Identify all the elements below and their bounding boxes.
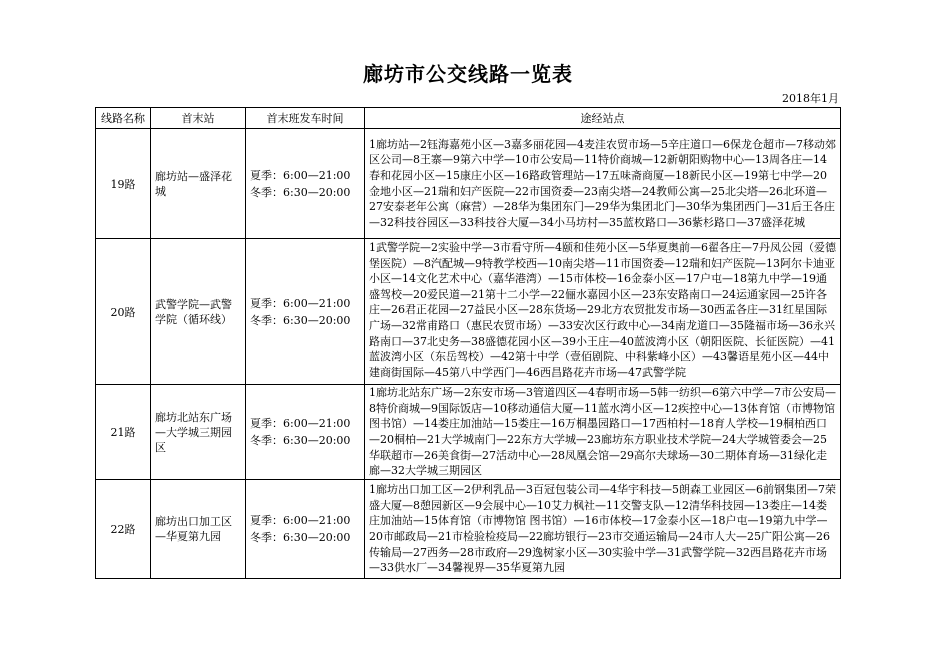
route-terminals: 廊坊站—盛泽花城 [151, 129, 246, 239]
route-stops-cell [365, 239, 841, 385]
header-times: 首末班发车时间 [246, 108, 365, 129]
route-stops: 1廊坊站—2钰海嘉苑小区—3嘉多丽花园—4麦洼农贸市场—5辛庄道口—6保龙仓超市—7移动郊区公司—8王寨—9第六中学—10市公安局—11特价商城—12新朝阳购物中心—13周各庄—14春和花园小区—15康庄小区—16路政管理站—17五味斋商厦—18新民小区—19第七中学—20金地小区—21瑞和妇产医院—22市国资委—23南尖塔—24教师公寓—25北尖塔—26北环道—27安泰老年公寓（麻营）—28华为集团东门—29华为集团北门—30华为集团西门—31后王各庄—32科技谷园区—33科技谷大厦—34小马坊村—35蓝枚路口—36紫杉路口—37盛泽花城 [365, 129, 841, 239]
table-row [96, 239, 841, 385]
route-terminals: 廊坊出口加工区—华夏第九园 [151, 480, 246, 579]
route-terminals: 武警学院—武警学院（循环线） [151, 239, 246, 385]
route-terminals: 廊坊北站东广场—大学城三期园区 [151, 385, 246, 480]
summer-time: 夏季：6:00—21:00 [250, 417, 351, 430]
table-row [96, 129, 841, 239]
route-name: 20路 [96, 239, 151, 385]
winter-time: 冬季：6:30—20:00 [250, 434, 351, 447]
header-terminals: 首末站 [151, 108, 246, 129]
summer-time: 夏季：6:00—21:00 [250, 514, 351, 527]
table-row [96, 480, 841, 579]
route-name: 19路 [96, 129, 151, 239]
summer-time: 夏季：6:00—21:00 [250, 296, 351, 310]
winter-time: 冬季：6:30—20:00 [250, 313, 351, 327]
winter-time: 冬季：6:30—20:00 [250, 185, 351, 199]
route-times [246, 480, 365, 579]
route-times [246, 239, 365, 385]
date-label: 2018年1月 [782, 92, 839, 105]
page-title: 廊坊市公交线路一览表 [363, 62, 573, 86]
route-name: 21路 [96, 385, 151, 480]
route-times [246, 385, 365, 480]
route-stops: 1廊坊北站东广场—2东安市场—3管道四区—4春明市场—5韩一纺织—6第六中学—7市公安局—8特价商城—9国际饭店—10移动通信大厦—11蓝水湾小区—12疾控中心—13体育馆（市博物馆 图书馆）—14娄庄加油站—15娄庄—16万桐墨园路口—17西柏村—18育人学校—19桐柏西口—20桐柏—21大学城南门—22东方大学城—23廊坊东方职业技术学院—24大学城管委会—25华联超市—26美食街—27活动中心—28凤凰会馆—29高尔夫球场—30二期体育场—31绿化走廊—32大学城三期园区 [365, 385, 841, 480]
winter-time: 冬季：6:30—20:00 [250, 531, 351, 544]
table-header-row [96, 108, 841, 129]
header-stops: 途经站点 [365, 108, 841, 129]
table-row [96, 385, 841, 480]
summer-time: 夏季：6:00—21:00 [250, 168, 351, 182]
route-table [95, 107, 841, 579]
route-stops: 1武警学院—2实验中学—3市看守所—4颐和佳苑小区—5华夏奥前—6翟各庄—7丹凤公园（爱德堡医院）—8汽配城—9特教学校西—10南尖塔—11市国资委—12瑞和妇产医院—13阿尔卡迪亚小区—14文化艺术中心（嘉华港湾）—15市体校—16金泰小区—17户屯—18第九中学—19通盛驾校—20爱民道—21第十二小学—22俪水嘉园小区—23东安路南口—24运通家园—25许各庄—26君正花园—27益民小区—28东货场—29北方农贸批发市场—30西孟各庄—31红星国际广场—32常甫路口（惠民农贸市场）—33安次区行政中心—34南龙道口—35隆福市场—36永兴路南口—37北史务—38盛德花园小区—39小王庄—40蓝波湾小区（朝阳医院、长征医院）—41蓝波湾小区（东岳驾校）—42第十中学（壹佰剧院、中科紫峰小区）—43馨语星苑小区—44中建商街国际—45第八中学西门—46西昌路花卉市场—47武警学院 [369, 241, 836, 379]
route-name: 22路 [96, 480, 151, 579]
route-times [246, 129, 365, 239]
header-route-name: 线路名称 [96, 108, 151, 129]
route-stops: 1廊坊出口加工区—2伊利乳品—3百冠包装公司—4华宇科技—5朗森工业园区—6前钢集团—7荣盛大厦—8憩园新区—9会展中心—10艾力枫社—11交警支队—12清华科技园—13娄庄—14娄庄加油站—15体育馆（市博物馆 图书馆）—16市体校—17金泰小区—18户屯—19第九中学—20市邮政局—21市检验检疫局—22廊坊银行—23市交通运输局—24市人大—25广阳公寓—26传输局—27西务—28市政府—29逸树家小区—30实验中学—31武警学院—32西昌路花卉市场—33供水厂—34馨视界—35华夏第九园 [365, 480, 841, 579]
